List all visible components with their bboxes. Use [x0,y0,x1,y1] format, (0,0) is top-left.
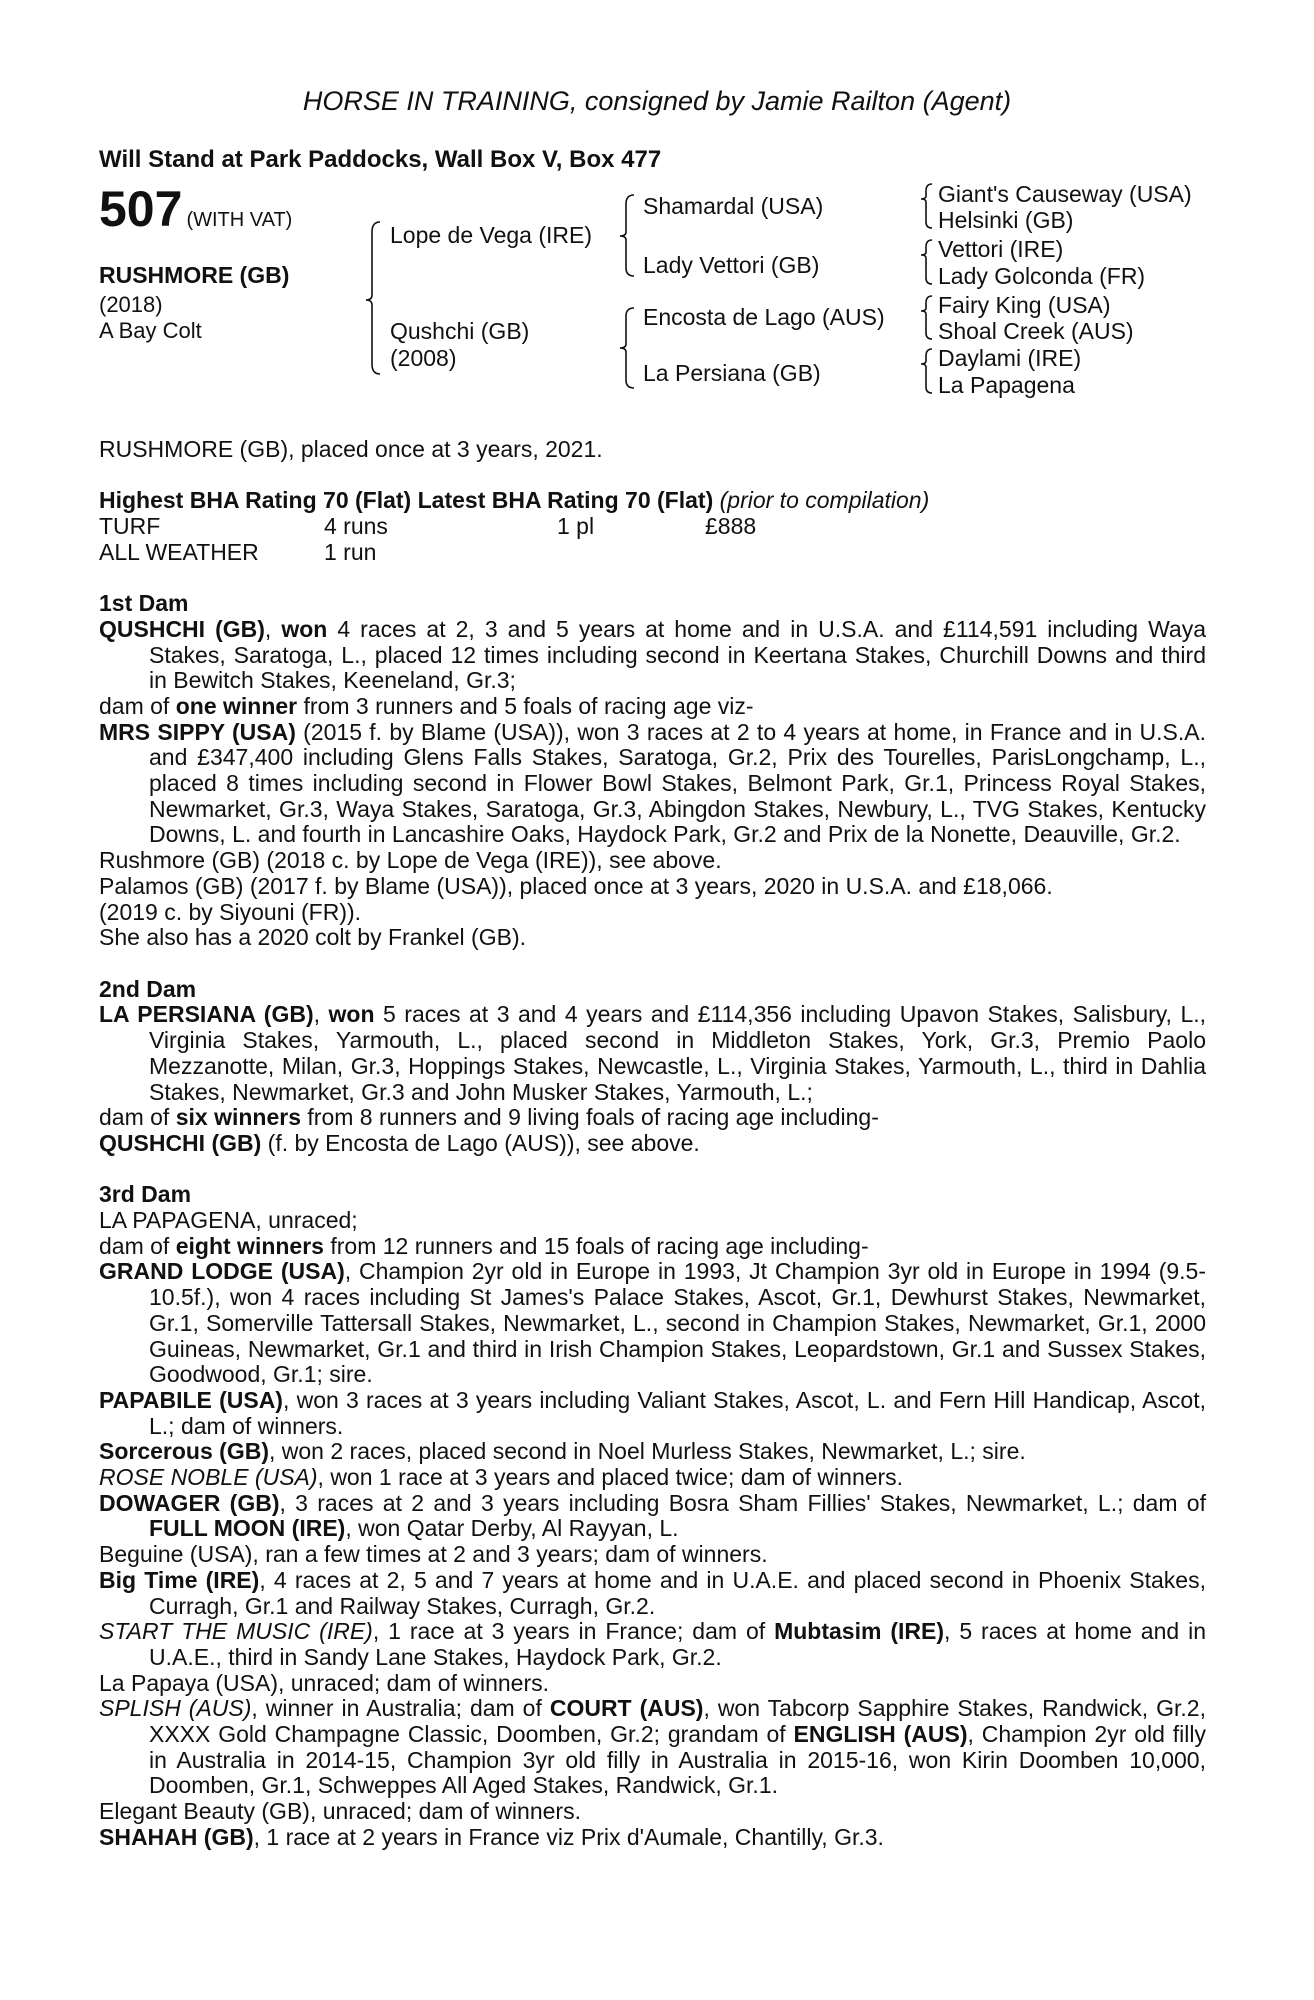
produce-papabile [99,1388,1206,1439]
produce-name: FULL MOON (IRE) [149,1515,346,1542]
pedigree-sire: Lope de Vega (IRE) [390,222,593,248]
bracket-gg3 [921,296,932,339]
produce-splish [99,1696,1206,1799]
third-dam-name: LA PAPAGENA, unraced; [99,1207,358,1233]
produce-la-papaya: La Papaya (USA), unraced; dam of winners. [99,1669,550,1696]
produce-2020-colt: She also has a 2020 colt by Frankel (GB). [99,924,526,951]
produce-text: , winner in Australia; dam of [251,1695,542,1722]
produce-name: MRS SIPPY (USA) [99,718,296,745]
horse-year: (2018) [99,292,163,317]
pedigree-dam-year: (2008) [390,345,457,371]
dam-of: dam of [99,1104,170,1131]
pedigree-gg: Fairy King (USA) [938,292,1111,318]
pedigree-gg: Vettori (IRE) [938,236,1064,262]
pedigree-dam-dam: La Persiana (GB) [643,360,821,386]
bracket-gg1 [921,184,932,228]
record-prize: £888 [705,513,757,540]
stand-location: Will Stand at Park Paddocks, Wall Box V, Box 477 [99,146,662,173]
bracket-gg4 [921,349,932,393]
produce-text: (2015 f. by Blame (USA)), won 3 races at 2 to 4 years at home, in France and in U.S.A. and £347,400 including Glens Falls Stakes, Saratoga, Gr.2, Prix des Tourelles, ParisLongchamp, L., placed 8 times including second in Flower Bowl Stakes, Belmont Park, Gr.1, Princess Royal Stakes, Newmarket, Gr.3, Waya Stakes, Saratoga, Gr.3, Abingdon Stakes, Newbury, L., TVG Stakes, Kentucky Downs, L. and fourth in Lancashire Oaks, Haydock Park, Gr.2 and Prix de la Nonette, Deauville, Gr.2. [149,718,1206,848]
rating-note: (prior to compilation) [719,487,930,514]
produce-shahah [99,1825,1206,1851]
produce-name: DOWAGER (GB) [99,1489,280,1516]
produce-text: (f. by Encosta de Lago (AUS)), see above. [267,1129,700,1156]
first-dam-record: QUSHCHI (GB), won 4 races at 2, 3 and 5 years at home and in U.S.A. and £114,591 including Waya Stakes, Saratoga, L., placed 12 times including second in Keertana Stakes, Churchill Downs and third in Bewitch Stakes, Keeneland, Gr.3; [99,615,1207,694]
produce-text: from 3 runners and 5 foals of racing age viz- [303,692,754,719]
first-dam-heading: 1st Dam [99,590,189,617]
produce-text: , 4 races at 2, 5 and 7 years at home and in U.A.E. and placed second in Phoenix Stakes, Curragh, Gr.1 and Railway Stakes, Curragh, Gr.2. [149,1566,1206,1619]
third-dam-produce [99,1234,1206,1260]
first-dam-produce [99,694,1206,720]
won-label: won [328,1001,375,1028]
produce-name: START THE MUSIC (IRE) [99,1618,373,1645]
produce-name: SPLISH (AUS) [99,1695,252,1722]
produce-elegant-beauty: Elegant Beauty (GB), unraced; dam of winners. [99,1798,581,1825]
second-dam-name: LA PERSIANA (GB) [99,1001,314,1028]
produce-text: , won Tabcorp Sapphire Stakes, Randwick, Gr.2, XXXX Gold Champagne Classic, Doomben, Gr.2; grandam of [149,1695,1206,1748]
produce-text: from 12 runners and 15 foals of racing age including- [330,1232,869,1259]
winners-count: six winners [175,1104,301,1131]
produce-name: GRAND LODGE (USA) [99,1258,345,1285]
produce-text: , won 1 race at 3 years and placed twice; dam of winners. [317,1464,904,1491]
produce-name: ENGLISH (AUS) [793,1721,968,1748]
produce-big-time [99,1568,1206,1619]
produce-name: PAPABILE (USA) [99,1386,283,1413]
bracket-main [366,222,380,374]
dam-of: dam of [99,1232,170,1259]
produce-text: , won Qatar Derby, Al Rayyan, L. [345,1515,679,1542]
produce-name: Sorcerous (GB) [99,1438,269,1465]
produce-start-the-music [99,1619,1206,1670]
dam-of: dam of [99,692,170,719]
produce-text: from 8 runners and 9 living foals of racing age including- [307,1104,879,1131]
produce-name: ROSE NOBLE (USA) [99,1464,318,1491]
pedigree-sire-sire: Shamardal (USA) [643,193,824,219]
produce-dowager [99,1491,1206,1542]
produce-text: , won 3 races at 3 years including Valiant Stakes, Ascot, L. and Fern Hill Handicap, Ascot, L.; dam of winners. [149,1386,1207,1439]
catalogue-body [99,437,1206,1851]
pedigree-gg: Lady Golconda (FR) [938,263,1146,289]
vat-note: (WITH VAT) [186,209,293,231]
pedigree-gg: La Papagena [938,372,1075,398]
produce-grand-lodge [99,1259,1206,1388]
catalogue-title: HORSE IN TRAINING, consigned by Jamie Railton (Agent) [302,86,1012,116]
record-aw [99,540,1206,566]
produce-text: , 1 race at 2 years in France viz Prix d'Aumale, Chantilly, Gr.3. [253,1823,884,1850]
rating-bold: Highest BHA Rating 70 (Flat) Latest BHA Rating 70 (Flat) [99,487,714,514]
record-runs: 1 run [324,538,377,565]
pedigree-gg: Helsinki (GB) [938,207,1074,233]
record-runs: 4 runs [324,513,388,540]
produce-text: , 1 race at 3 years in France; dam of [372,1618,766,1645]
pedigree-dam: Qushchi (GB) [390,318,530,344]
produce-text: , won 2 races, placed second in Noel Murless Stakes, Newmarket, L.; sire. [268,1438,1026,1465]
second-dam-produce [99,1105,1206,1131]
pedigree-sire-dam: Lady Vettori (GB) [643,252,820,278]
record-label: TURF [99,513,161,540]
horse-name: RUSHMORE (GB) [99,262,290,288]
produce-name: Big Time (IRE) [99,1566,260,1593]
bracket-dam [620,308,634,388]
produce-name: COURT (AUS) [549,1695,704,1722]
horse-description: A Bay Colt [99,318,202,343]
bha-rating [99,488,1206,514]
produce-sorcerous [99,1439,1206,1465]
produce-text: , 5 races at home and in U.A.E., third in Sandy Lane Stakes, Haydock Park, Gr.2. [149,1618,1207,1670]
produce-palamos: Palamos (GB) (2017 f. by Blame (USA)), placed once at 3 years, 2020 in U.S.A. and £18,066. [99,872,1053,899]
pedigree-gg: Giant's Causeway (USA) [938,181,1192,207]
produce-text: , 3 races at 2 and 3 years including Bosra Sham Fillies' Stakes, Newmarket, L.; dam of [279,1489,1206,1516]
produce-text: , Champion 2yr old in Europe in 1993, Jt Champion 3yr old in Europe in 1994 (9.5-10.5f.), won 4 races including St James's Palace Stakes, Ascot, Gr.1, Dewhurst Stakes, Newmarket, Gr.1, Somerville Tattersall Stakes, Newmarket, L., second in Champion Stakes, Newmarket, Gr.1, 2000 Guineas, Newmarket, Gr.1 and third in Irish Champion Stakes, Leopardstown, Gr.1 and Sussex Stakes, Goodwood, Gr.1; sire. [149,1258,1206,1388]
record-placed: 1 pl [557,513,595,540]
winners-count: eight winners [175,1232,324,1259]
produce-rushmore: Rushmore (GB) (2018 c. by Lope de Vega (IRE)), see above. [99,847,722,874]
pedigree-dam-sire: Encosta de Lago (AUS) [643,304,885,330]
produce-rose-noble [99,1465,1206,1491]
record-label: ALL WEATHER [99,538,259,565]
second-dam-text: 5 races at 3 and 4 years and £114,356 including Upavon Stakes, Salisbury, L., Virginia Stakes, Yarmouth, L., placed second in Middleton Stakes, York, Gr.3, Premio Paolo Mezzanotte, Milan, Gr.3, Hoppings Stakes, Newcastle, L., Virginia Stakes, Yarmouth, L., third in Dahlia Stakes, Newmarket, Gr.3 and John Musker Stakes, Yarmouth, L.; [149,1001,1207,1105]
race-summary: RUSHMORE (GB), placed once at 3 years, 2021. [99,436,603,462]
winners-count: one winner [175,692,298,719]
produce-name: Mubtasim (IRE) [774,1618,945,1645]
produce-2019-colt: (2019 c. by Siyouni (FR)). [99,898,362,925]
bracket-sire [620,195,634,276]
pedigree-gg: Daylami (IRE) [938,345,1082,371]
produce-beguine: Beguine (USA), ran a few times at 2 and 3 years; dam of winners. [99,1541,768,1568]
produce-name: QUSHCHI (GB) [99,1129,262,1156]
first-dam-name: QUSHCHI (GB) [99,615,265,642]
second-dam-record: LA PERSIANA (GB), won 5 races at 3 and 4 years and £114,356 including Upavon Stakes, Salisbury, L., Virginia Stakes, Yarmouth, L., placed second in Middleton Stakes, York, Gr.3, Premio Paolo Mezzanotte, Milan, Gr.3, Hoppings Stakes, Newcastle, L., Virginia Stakes, Yarmouth, L., third in Dahlia Stakes, Newmarket, Gr.3 and John Musker Stakes, Yarmouth, L.; [99,1001,1207,1105]
produce-mrs-sippy [99,720,1206,849]
produce-name: SHAHAH (GB) [99,1823,254,1850]
pedigree-gg: Shoal Creek (AUS) [938,318,1134,344]
won-label: won [281,615,328,642]
produce-text: , Champion 2yr old filly in Australia in 2014-15, Champion 3yr old filly in Australia in 2015-16, won Kirin Doomben 10,000, Doomben, Gr.1, Schweppes All Aged Stakes, Randwick, Gr.1. [149,1721,1207,1799]
produce-qushchi [99,1131,1206,1157]
first-dam-text: 4 races at 2, 3 and 5 years at home and in U.S.A. and £114,591 including Waya Stakes, Saratoga, L., placed 12 times including second in Keertana Stakes, Churchill Downs and third in Bewitch Stakes, Keeneland, Gr.3; [149,615,1207,694]
third-dam-heading: 3rd Dam [99,1181,192,1208]
second-dam-heading: 2nd Dam [99,975,197,1002]
lot-number: 507 [99,181,183,237]
bracket-gg2 [921,240,932,284]
record-turf [99,514,1206,540]
